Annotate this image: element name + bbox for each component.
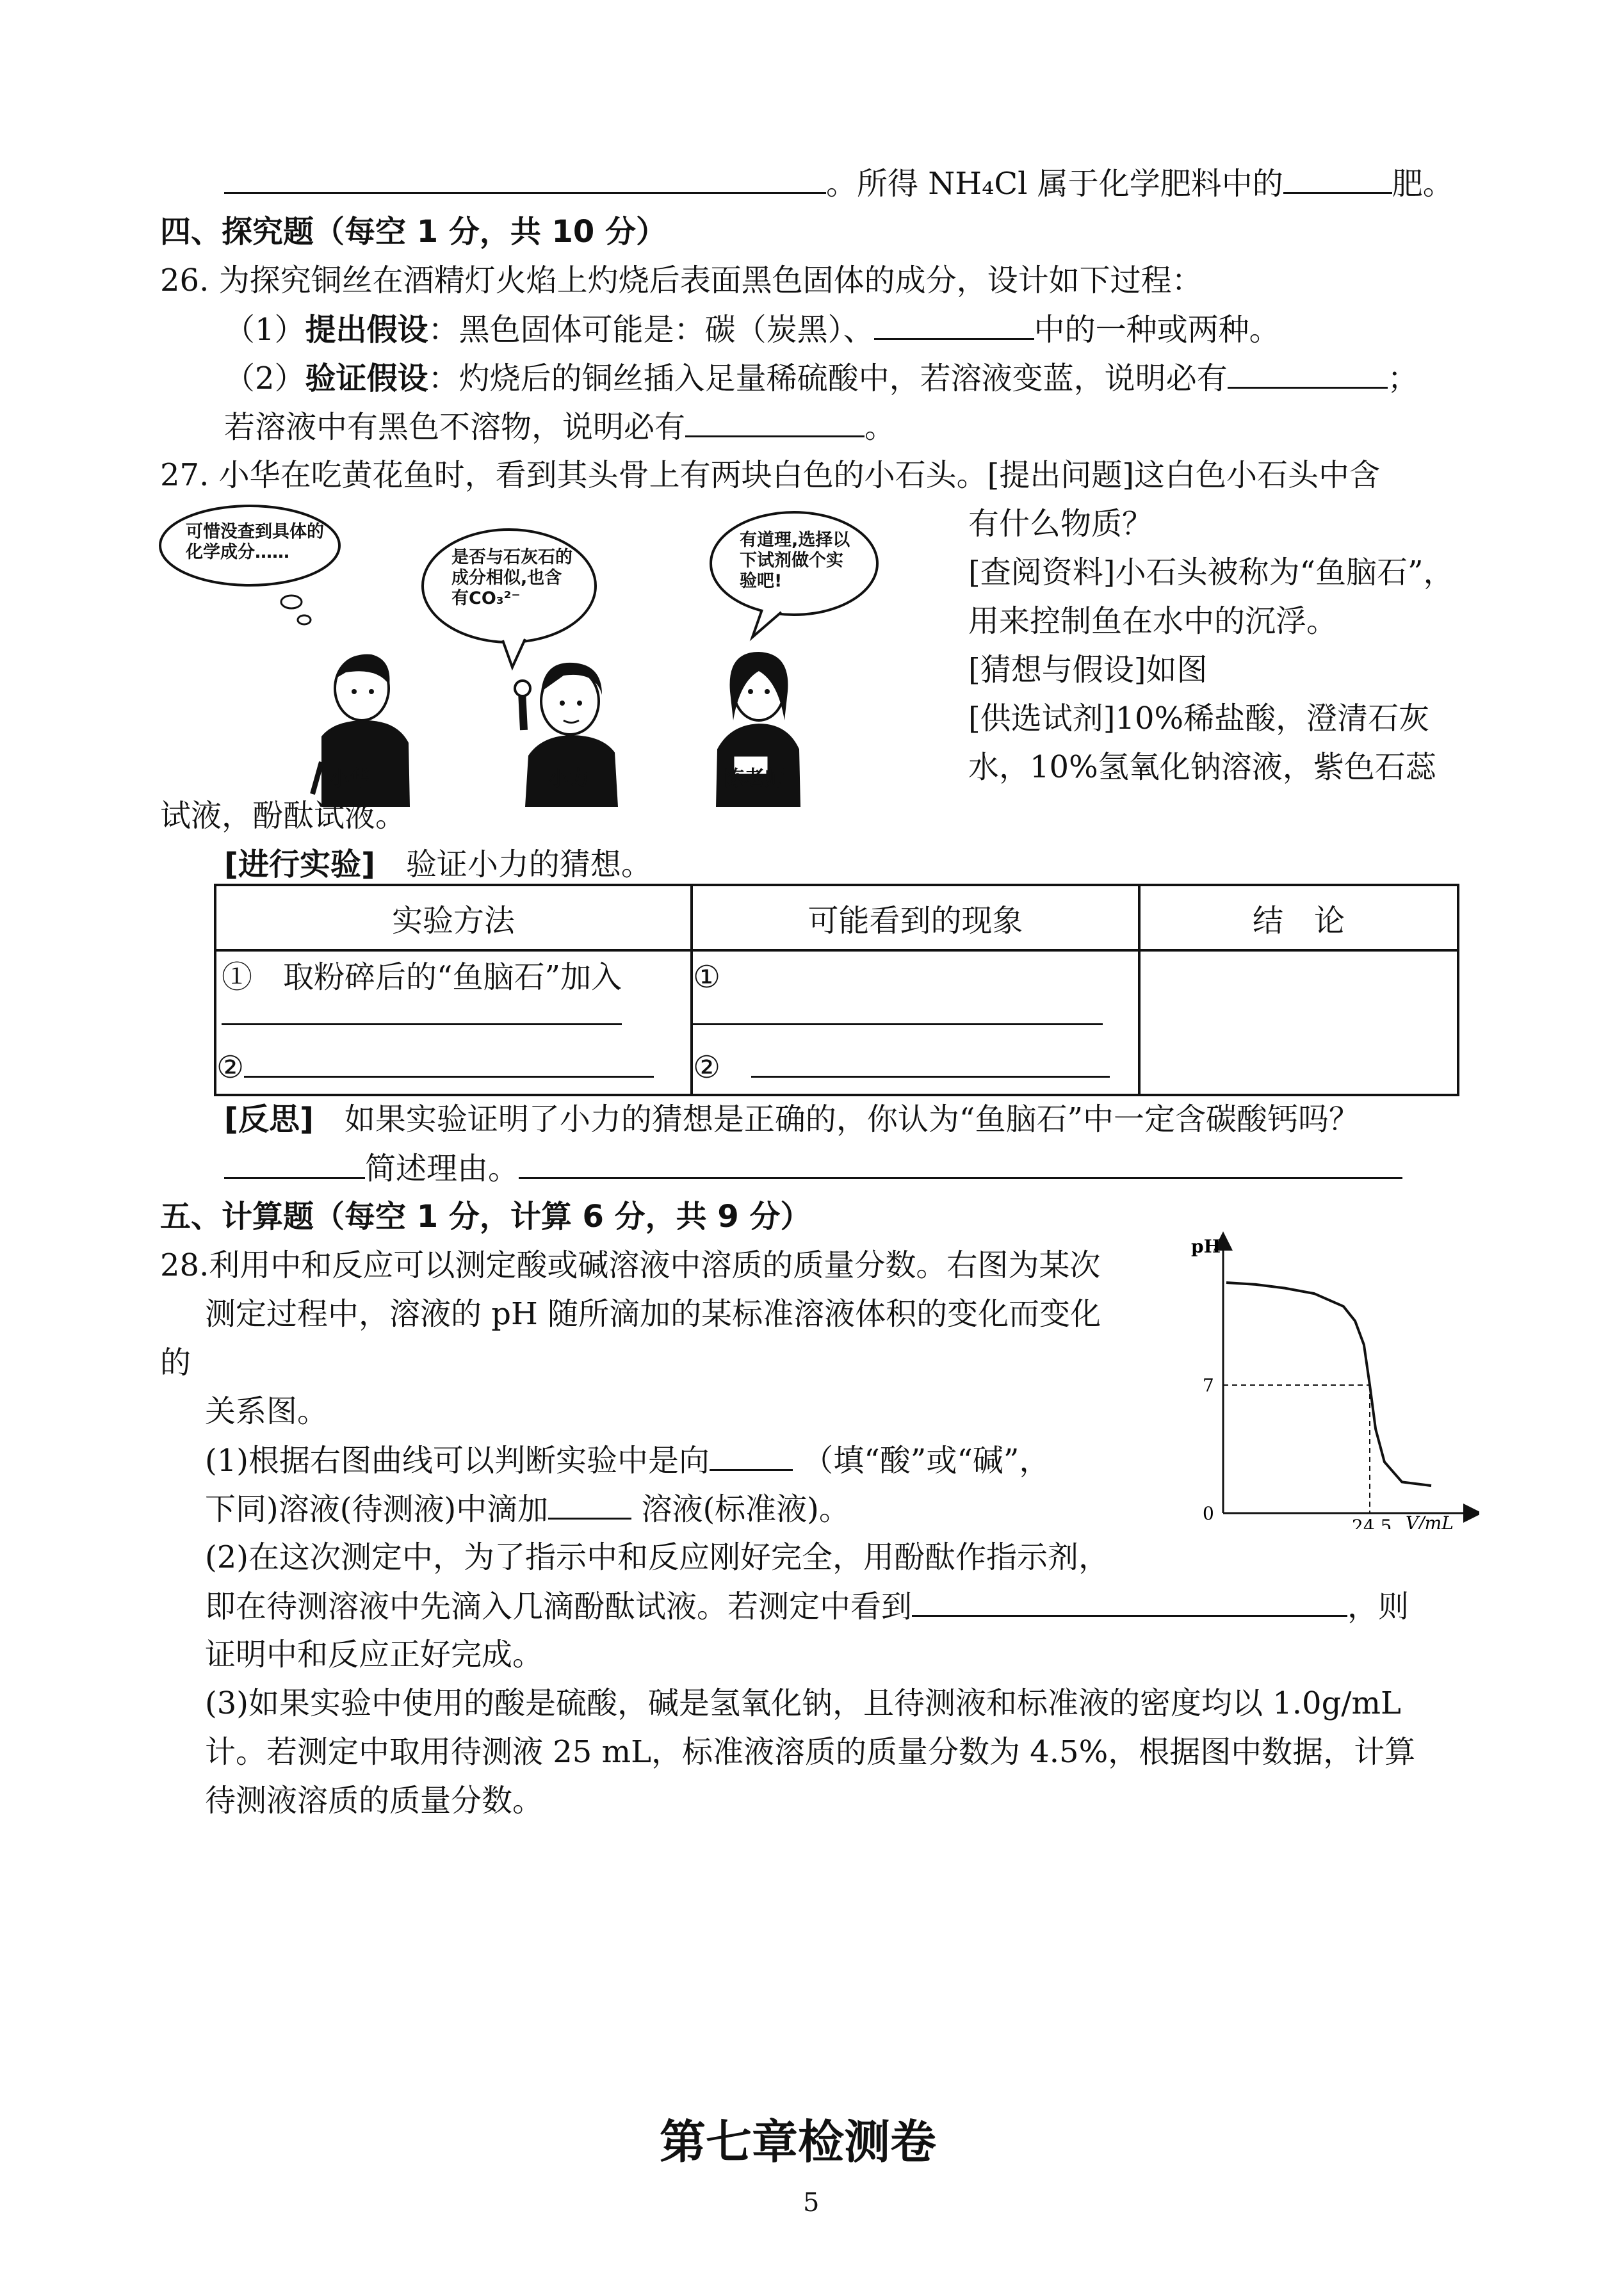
text: ：黑色固体可能是：碳（炭黑）、 bbox=[428, 312, 874, 348]
cell-text: ① bbox=[693, 959, 721, 995]
continuation-line bbox=[224, 164, 1454, 203]
tail: 中的一种或两种。 bbox=[1034, 312, 1280, 348]
q28-line-5 bbox=[205, 1441, 1050, 1480]
text: 如果实验证明了小力的猜想是正确的，你认为“鱼脑石”中一定含碳酸钙吗？ bbox=[344, 1101, 1360, 1137]
text: 验证小力的猜想。 bbox=[405, 847, 652, 882]
answer-blank bbox=[1228, 359, 1388, 389]
bold-label: [反思] bbox=[224, 1101, 314, 1137]
answer-blank bbox=[548, 1489, 631, 1520]
table-cell-phenomenon bbox=[692, 950, 1139, 1095]
q27-reagents-end: 试液，酚酞试液。 bbox=[160, 798, 407, 834]
q27-right-1: 有什么物质？ bbox=[968, 506, 1153, 542]
table-cell-method bbox=[215, 950, 692, 1095]
line-text: 。所得 NH₄Cl 属于化学肥料中的 bbox=[826, 166, 1283, 202]
q27-reason bbox=[224, 1149, 1402, 1188]
answer-blank bbox=[224, 1149, 365, 1179]
section-4-title: 四、探究题（每空 1 分，共 10 分） bbox=[160, 214, 667, 250]
answer-blank bbox=[519, 1149, 1402, 1179]
answer-blank bbox=[685, 407, 865, 437]
q27-stem: 27. 小华在吃黄花鱼时，看到其头骨上有两块白色的小石头。[提出问题]这白色小石头中含 bbox=[160, 457, 1381, 493]
q26-part3 bbox=[224, 407, 895, 446]
label: （2） bbox=[224, 361, 305, 396]
cell-line bbox=[216, 1048, 654, 1087]
name-xiaoli: 小力 bbox=[548, 766, 590, 790]
text: 下同)溶液(待测液)中滴加 bbox=[205, 1491, 549, 1527]
q28-line-2: 测定过程中，溶液的 pH 随所滴加的某标准溶液体积的变化而变化 bbox=[205, 1296, 1101, 1332]
cartoon-illustration bbox=[154, 499, 986, 807]
q28-line-4: 关系图。 bbox=[205, 1393, 329, 1429]
text: 溶液(标准液)。 bbox=[641, 1491, 850, 1527]
q27-right-4: [猜想与假设]如图 bbox=[968, 652, 1208, 688]
page-number: 5 bbox=[803, 2188, 820, 2218]
q27-experiment-line bbox=[224, 845, 652, 884]
answer-blank bbox=[222, 1023, 622, 1025]
text: (1)根据右图曲线可以判断实验中是向 bbox=[205, 1443, 710, 1479]
tail: ； bbox=[1387, 361, 1418, 396]
cell-line bbox=[693, 1048, 1110, 1087]
x-tick-label: 24.5 bbox=[1352, 1516, 1392, 1529]
bold-label: [进行实验] bbox=[224, 847, 375, 882]
answer-blank bbox=[710, 1441, 793, 1471]
bubble-2-text: 是否与石灰石的成分相似,也含有CO₃²⁻ bbox=[451, 547, 572, 608]
chapter-title: 第七章检测卷 bbox=[660, 2115, 937, 2169]
ph-titration-chart bbox=[1191, 1228, 1479, 1537]
y-tick-label: 7 bbox=[1203, 1375, 1214, 1396]
y-axis-label: pH bbox=[1191, 1236, 1221, 1257]
y-tick-label: 0 bbox=[1203, 1503, 1214, 1524]
section-5-title: 五、计算题（每空 1 分，计算 6 分，共 9 分） bbox=[160, 1199, 811, 1235]
bold-label: 提出假设 bbox=[305, 312, 428, 348]
q28-line-8 bbox=[205, 1587, 1409, 1626]
q28-line-6 bbox=[205, 1489, 850, 1529]
q27-right-3: 用来控制鱼在水中的沉浮。 bbox=[968, 603, 1338, 639]
q28-line-7: (2)在这次测定中，为了指示中和反应刚好完全，用酚酞作指示剂， bbox=[205, 1539, 1109, 1575]
q28-line-11: 计。若测定中取用待测液 25 mL，标准液溶质的质量分数为 4.5%，根据图中数据，计算 bbox=[205, 1734, 1416, 1770]
q26-part2 bbox=[224, 359, 1418, 398]
table-header: 结 论 bbox=[1139, 885, 1458, 950]
ph-curve-line bbox=[1226, 1283, 1431, 1486]
q28-line-3: 的 bbox=[160, 1345, 191, 1381]
table-header: 可能看到的现象 bbox=[692, 885, 1139, 950]
q28-line-12: 待测液溶质的质量分数。 bbox=[205, 1783, 544, 1819]
table-cell-conclusion bbox=[1139, 950, 1458, 1095]
answer-blank bbox=[874, 310, 1034, 340]
q27-right-5: [供选试剂]10%稀盐酸，澄清石灰 bbox=[968, 701, 1430, 736]
answer-blank bbox=[1283, 164, 1392, 194]
tail: 。 bbox=[865, 409, 896, 445]
answer-blank bbox=[244, 1048, 654, 1078]
answer-blank bbox=[751, 1048, 1110, 1078]
text: 简述理由。 bbox=[365, 1151, 519, 1187]
x-axis-label: V/mL bbox=[1406, 1512, 1454, 1529]
answer-blank bbox=[912, 1587, 1347, 1617]
text: （填“酸”或“碱”， bbox=[802, 1443, 1050, 1479]
line-suffix: 肥。 bbox=[1392, 166, 1454, 202]
label: （1） bbox=[224, 312, 305, 348]
q26-part1 bbox=[224, 310, 1280, 349]
q26-stem: 26. 为探究铜丝在酒精灯火焰上灼烧后表面黑色固体的成分，设计如下过程： bbox=[160, 263, 1203, 298]
text: ，则 bbox=[1347, 1589, 1409, 1625]
q28-line-1: 28.利用中和反应可以测定酸或碱溶液中溶质的质量分数。右图为某次 bbox=[160, 1247, 1101, 1283]
name-xiaohua: 小华 bbox=[329, 766, 371, 790]
bubble-1-text: 可惜没查到具体的化学成分…… bbox=[186, 522, 324, 562]
q28-line-9: 证明中和反应正好完成。 bbox=[205, 1637, 544, 1673]
name-teacher-chen: 陈老师 bbox=[724, 766, 786, 790]
q27-reflect bbox=[224, 1100, 1360, 1139]
answer-blank bbox=[693, 1023, 1103, 1025]
cell-text: ① 取粉碎后的“鱼脑石”加入 bbox=[222, 959, 622, 995]
answer-blank bbox=[224, 164, 826, 194]
text: 若溶液中有黑色不溶物，说明必有 bbox=[224, 409, 686, 445]
table-header: 实验方法 bbox=[215, 885, 692, 950]
cell-text: ② bbox=[216, 1050, 245, 1085]
q27-right-6: 水，10%氢氧化钠溶液，紫色石蕊 bbox=[968, 749, 1436, 785]
q27-right-2: [查阅资料]小石头被称为“鱼脑石”， bbox=[968, 555, 1454, 590]
bubble-3-text: 有道理,选择以下试剂做个实验吧! bbox=[740, 530, 850, 591]
bold-label: 验证假设 bbox=[305, 361, 428, 396]
experiment-table bbox=[214, 884, 1459, 1096]
cell-text: ② bbox=[693, 1050, 721, 1085]
text: 即在待测溶液中先滴入几滴酚酞试液。若测定中看到 bbox=[205, 1589, 913, 1625]
q28-line-10: (3)如果实验中使用的酸是硫酸，碱是氢氧化钠，且待测液和标准液的密度均以 1.0g/mL bbox=[205, 1685, 1401, 1721]
text: ：灼烧后的铜丝插入足量稀硫酸中，若溶液变蓝，说明必有 bbox=[428, 361, 1228, 396]
